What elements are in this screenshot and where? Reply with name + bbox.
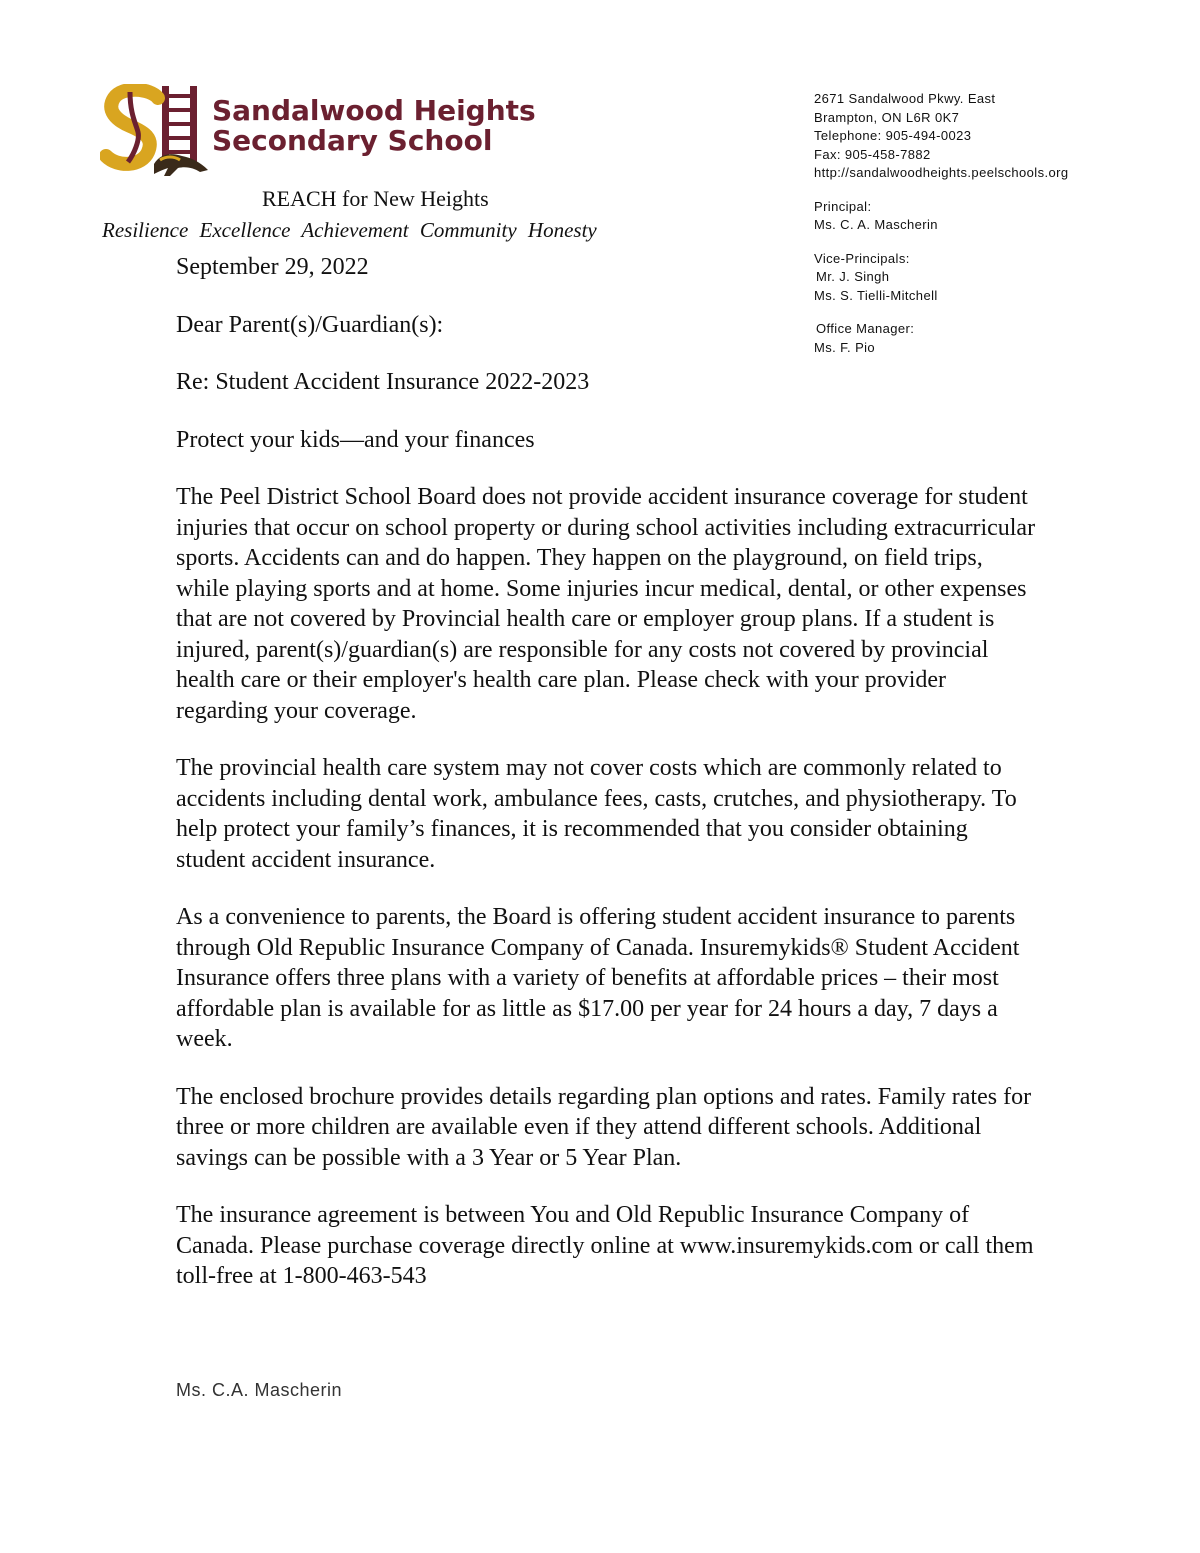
- school-values: Resilience Excellence Achievement Community Honesty: [102, 218, 597, 242]
- school-name: [212, 96, 536, 156]
- vp-label: Vice-Principals:: [814, 250, 910, 266]
- letter-subject: Re: Student Accident Insurance 2022-2023: [176, 369, 590, 395]
- letter-tagline: Protect your kids—and your finances: [176, 426, 535, 453]
- letter-salutation: Dear Parent(s)/Guardian(s):: [176, 311, 444, 338]
- signature: Ms. C.A. Mascherin: [176, 1380, 343, 1400]
- telephone: Telephone: 905-494-0023: [814, 128, 972, 143]
- office-manager-label: Office Manager:: [816, 321, 915, 336]
- letter-paragraph-3: As a convenience to parents, the Board is offering student accident insurance to parents through Old Republic Insurance Company of Canada. Insuremykids® Student Accident Insurance offers three plans with a variety of benefits at affordable prices – their most affordable plan is available for as little as $17.00 per year for 24 hours a day, 7 days a week.: [176, 904, 1020, 1052]
- principal-label: Principal:: [814, 198, 872, 214]
- vp-name-2: Ms. S. Tielli-Mitchell: [814, 287, 938, 303]
- letter-paragraph-1: The Peel District School Board does not provide accident insurance coverage for student injuries that occur on school property or during school activities including extracurricular sports. Accidents can and do happen. They happen on the playground, on field trips, while playing sports and at home. Some injuries incur medical, dental, or other expenses that are not covered by Provincial health care or employer group plans. If a student is injured, parent(s)/guardian(s) are responsible for any costs not covered by provincial health care or their employer's health care plan. Please check with your provider regarding your coverage.: [176, 484, 1036, 724]
- address-line2: Brampton, ON L6R 0K7: [814, 109, 960, 125]
- sh-monogram-icon: [100, 84, 210, 180]
- letter-paragraph-4: The enclosed brochure provides details regarding plan options and rates. Family rates for three or more children are available even if they attend different schools. Additional savings can be possible with a 3 Year or 5 Year Plan.: [176, 1083, 1032, 1171]
- address-line1: 2671 Sandalwood Pkwy. East: [814, 91, 996, 106]
- letter-date: September 29, 2022: [176, 254, 369, 280]
- office-manager-name: Ms. F. Pio: [814, 339, 876, 355]
- school-logo: [100, 84, 550, 180]
- fax: Fax: 905-458-7882: [814, 146, 931, 162]
- letter-body: [176, 252, 1036, 1319]
- school-name-line1: Sandalwood Heights: [212, 94, 536, 127]
- website-link[interactable]: http://sandalwoodheights.peelschools.org: [814, 165, 1069, 180]
- principal-name: Ms. C. A. Mascherin: [814, 217, 938, 232]
- letter-paragraph-2: The provincial health care system may not cover costs which are commonly related to accidents including dental work, ambulance fees, casts, crutches, and physiotherapy. To help protect your family’s finances, it is recommended that you consider obtaining student accident insurance.: [176, 755, 1017, 873]
- letter-paragraph-5: The insurance agreement is between You and Old Republic Insurance Company of Canada. Please purchase coverage directly online at www.insuremykids.com or call them toll-free at 1-800-463-543: [176, 1202, 1034, 1289]
- school-motto: REACH for New Heights: [262, 186, 489, 211]
- school-name-line2: Secondary School: [212, 124, 493, 157]
- vp-name-1: Mr. J. Singh: [816, 269, 890, 284]
